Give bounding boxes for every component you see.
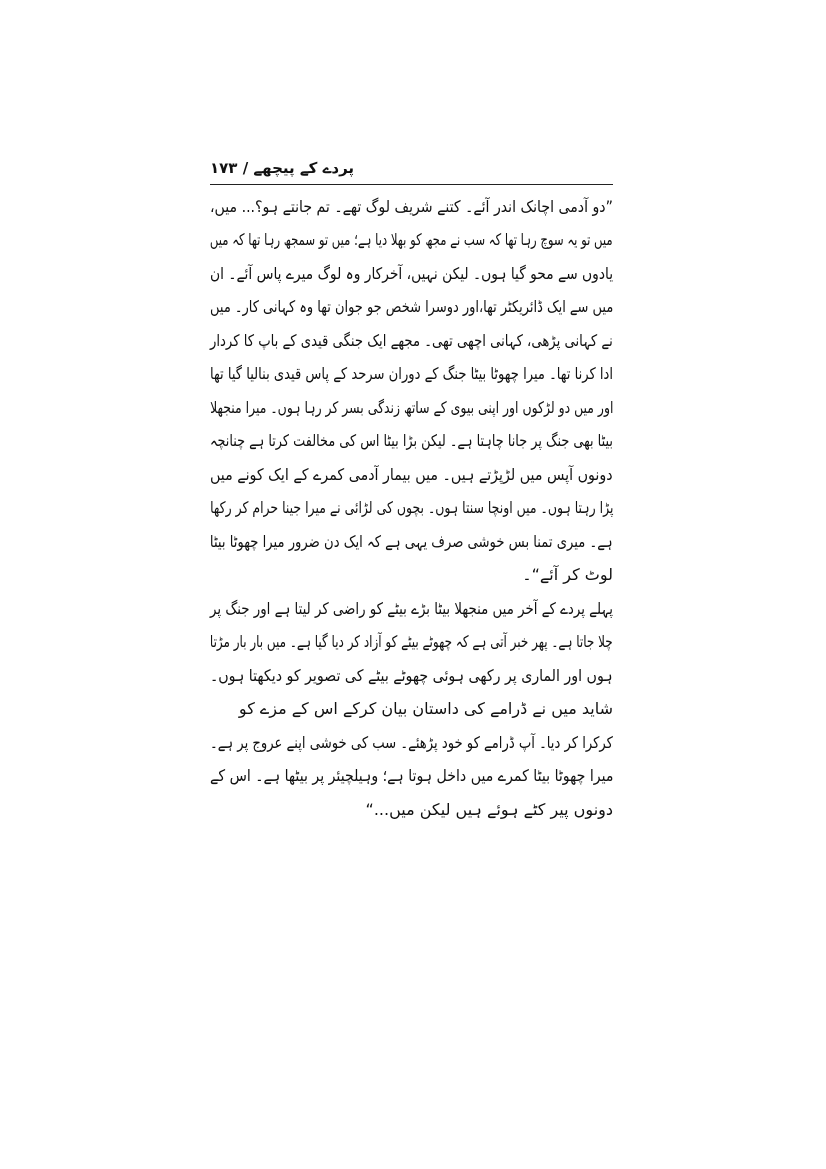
text-line: میں سے ایک ڈائریکٹر تھا،اور دوسرا شخص جو جوان تھا وہ کہانی کار۔ میں xyxy=(209,297,613,316)
text-line: ہوں اور الماری پر رکھی ہوئی چھوٹے بیٹے کی تصویر کو دیکھتا ہوں۔ xyxy=(210,666,613,685)
text-line: کرکرا کر دیا۔ آپ ڈرامے کو خود پڑھئے۔ سب کی خوشی اپنے عروج پر ہے۔ xyxy=(210,733,613,752)
text-line: دونوں آپس میں لڑپڑتے ہیں۔ میں بیمار آدمی کمرے کے ایک کونے میں xyxy=(210,465,613,484)
text-line: ادا کرنا تھا۔ میرا چھوٹا بیٹا جنگ کے دوران سرحد کے پاس قیدی بنالیا گیا تھا xyxy=(209,364,613,383)
text-line: اور میں دو لڑکوں اور اپنی بیوی کے ساتھ زندگی بسر کر رہا ہوں۔ میرا منجھلا xyxy=(209,398,613,417)
text-line: بیٹا بھی جنگ پر جانا چاہتا ہے۔ لیکن بڑا بیٹا اس کی مخالفت کرتا ہے چنانچہ xyxy=(210,431,613,450)
running-head: پردے کے پیچھے / ۱۷۳ xyxy=(210,159,355,177)
text-line: یادوں سے محو گیا ہوں۔ لیکن نہیں، آخرکار وہ لوگ میرے پاس آئے۔ ان xyxy=(209,264,613,283)
text-line: چلا جاتا ہے۔ پھر خبر آتی ہے کہ چھوٹے بیٹے کو آزاد کر دیا گیا ہے۔ میں بار بار مڑتا xyxy=(210,632,613,651)
text-line: شاید میں نے ڈرامے کی داستان بیان کرکے اس کے مزے کو xyxy=(238,699,613,718)
text-line: پڑا رہتا ہوں۔ میں اونچا سنتا ہوں۔ بچوں کی لڑائی نے میرا جینا حرام کر رکھا xyxy=(209,498,613,517)
text-line: دونوں پیر کٹے ہوئے ہیں لیکن میں...“ xyxy=(365,800,613,819)
text-line: پہلے پردے کے آخر میں منجھلا بیٹا بڑے بیٹے کو راضی کر لیتا ہے اور جنگ پر xyxy=(210,599,613,618)
text-line: ہے۔ میری تمنا بس خوشی صرف یہی ہے کہ ایک دن ضرور میرا چھوٹا بیٹا xyxy=(210,532,613,551)
text-line: میں تو یہ سوچ رہا تھا کہ سب نے مجھ کو بھلا دیا ہے؛ میں تو سمجھ رہا تھا کہ میں xyxy=(210,230,613,249)
text-line: ”دو آدمی اچانک اندر آئے۔ کتنے شریف لوگ تھے۔ تم جانتے ہو؟... میں، xyxy=(210,197,613,216)
text-line: لوٹ کر آئے“۔ xyxy=(522,565,613,584)
text-line: میرا چھوٹا بیٹا کمرے میں داخل ہوتا ہے؛ وہیلچیئر پر بیٹھا ہے۔ اس کے xyxy=(209,766,613,785)
page-header xyxy=(210,158,613,185)
text-line: نے کہانی پڑھی، کہانی اچھی تھی۔ مجھے ایک جنگی قیدی کے باپ کا کردار xyxy=(210,331,613,350)
